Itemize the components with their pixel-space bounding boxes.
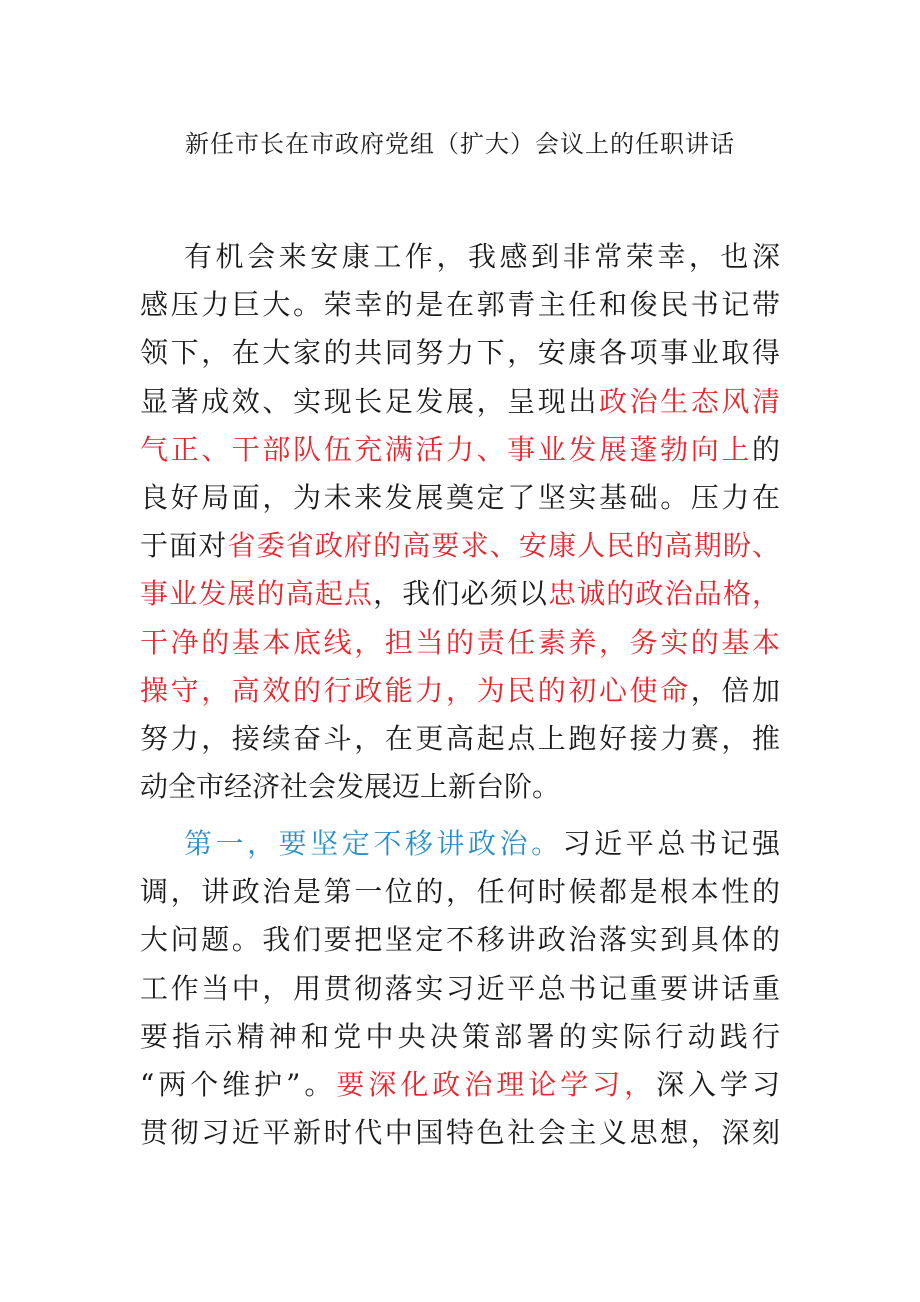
text-line [140, 1013, 780, 1061]
text-span: 大问题。我们要把坚定不移讲政治落实到具体的 [140, 923, 780, 957]
paragraph-intro [140, 233, 780, 811]
emphasis-text: 要深化政治理论学习， [336, 1067, 657, 1101]
text-line [140, 522, 780, 570]
text-span: 深入学习 [656, 1067, 780, 1101]
emphasis-text: 政治生态风清 [598, 384, 780, 418]
text-span: 动全市经济社会发展迈上新台阶。 [140, 770, 561, 804]
text-span: 于面对 [140, 529, 228, 563]
text-span: “两个维护”。 [140, 1067, 337, 1101]
text-line [140, 1061, 780, 1109]
text-line [140, 233, 780, 281]
text-span: 显著成效、实现长足发展，呈现出 [140, 384, 599, 418]
document-title: 新任市长在市政府党组（扩大）会议上的任职讲话 [185, 130, 735, 158]
text-line [140, 378, 780, 426]
text-line [140, 916, 780, 964]
text-line [140, 763, 780, 811]
text-span: 调，讲政治是第一位的，任何时候都是根本性的 [140, 875, 780, 909]
emphasis-text: 干净的基本底线，担当的责任素养，务实的基本 [140, 625, 780, 659]
text-line [140, 715, 780, 763]
text-line [140, 570, 780, 618]
text-line [140, 1109, 780, 1157]
emphasis-text: 气正、干部队伍充满活力、事业发展蓬勃向上 [140, 432, 752, 466]
text-span: 感压力巨大。荣幸的是在郭青主任和俊民书记带 [140, 288, 780, 322]
text-line [140, 619, 780, 667]
paragraph-section-one [140, 820, 780, 1157]
text-line [140, 281, 780, 329]
text-span: 工作当中，用贯彻落实习近平总书记重要讲话重 [140, 971, 780, 1005]
emphasis-text: 忠诚的政治品格， [548, 577, 780, 611]
text-line [140, 965, 780, 1013]
text-span: 的 [751, 432, 780, 466]
text-line [140, 868, 780, 916]
text-span: 领下，在大家的共同努力下，安康各项事业取得 [140, 336, 780, 370]
text-line [140, 474, 780, 522]
emphasis-text: 省委省政府的高要求、安康人民的高期盼、 [227, 529, 780, 563]
emphasis-text: 事业发展的高起点 [140, 577, 374, 611]
text-line [140, 820, 780, 868]
text-span: 良好局面，为未来发展奠定了坚实基础。压力在 [140, 480, 780, 514]
text-span: 要指示精神和党中央决策部署的实际行动践行 [140, 1019, 780, 1053]
text-line [140, 667, 780, 715]
text-span: 有机会来安康工作，我感到非常荣幸，也深 [184, 240, 780, 273]
text-span: 贯彻习近平新时代中国特色社会主义思想，深刻 [140, 1116, 780, 1150]
text-span: 努力，接续奋斗，在更高起点上跑好接力赛，推 [140, 721, 780, 755]
text-span: 习近平总书记强 [562, 827, 780, 860]
text-span: ，我们必须以 [373, 577, 548, 611]
emphasis-text: 操守，高效的行政能力，为民的初心使命 [140, 673, 691, 707]
text-span: ，倍加 [690, 673, 780, 707]
section-heading: 第一，要坚定不移讲政治。 [184, 827, 563, 860]
text-line [140, 426, 780, 474]
text-line [140, 329, 780, 377]
